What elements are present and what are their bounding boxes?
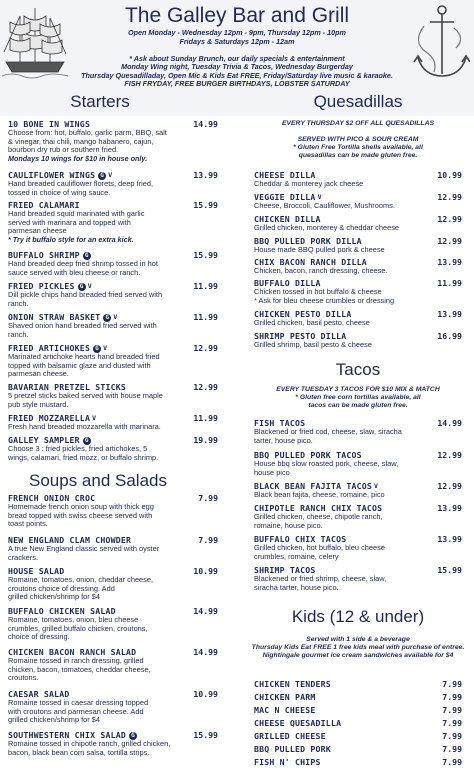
item-desc bbox=[254, 267, 462, 276]
promo-line: FISH FRYDAY, FREE BURGER BIRTHDAYS, LOBSTER SATURDAY bbox=[124, 79, 350, 89]
desc-line: crumbles, grilled buffalo chicken, croutons, bbox=[8, 623, 148, 633]
item-price: 19.99 bbox=[193, 435, 218, 445]
item-price: 12.99 bbox=[193, 343, 218, 353]
item-name-text: BLACK BEAN FAJITA TACOS bbox=[254, 481, 372, 491]
desc-line: tossed in choice of wing sauce. bbox=[8, 187, 111, 197]
menu-item bbox=[8, 689, 218, 725]
item-price: 15.99 bbox=[193, 200, 218, 210]
desc-line: bourbon dry rub or southern fried. bbox=[8, 145, 119, 155]
desc-line: tarter, house pico. bbox=[254, 435, 313, 445]
desc-line: Grilled chicken, monterey & cheddar cheese bbox=[254, 223, 400, 232]
item-desc bbox=[8, 180, 218, 197]
desc-line: Romaine, tomatoes, onion, bleu cheese bbox=[8, 615, 139, 624]
item-desc bbox=[8, 616, 218, 642]
item-name: CHICKEN TENDERS bbox=[254, 679, 331, 689]
item-desc bbox=[254, 341, 462, 350]
menu-item bbox=[254, 744, 462, 754]
item-name: SHRIMP TACOS bbox=[254, 565, 316, 575]
item-name: BAVARIAN PRETZEL STICKS bbox=[8, 382, 126, 392]
item-price: 14.99 bbox=[437, 418, 462, 428]
menu-item bbox=[8, 647, 218, 683]
item-price: 15.99 bbox=[437, 565, 462, 575]
desc-line: A true New England classic served with oyster bbox=[8, 544, 160, 553]
desc-line: with croutons and parmesan cheese. Add bbox=[8, 706, 144, 716]
item-desc bbox=[8, 657, 218, 683]
desc-line: bacon, black bean corn salsa, tortilla strips. bbox=[8, 747, 150, 757]
menu-item bbox=[8, 566, 218, 602]
item-price: 11.99 bbox=[193, 312, 218, 322]
item-name: BUFFALO CHIX TACOS bbox=[254, 534, 347, 544]
item-price: 12.99 bbox=[437, 236, 462, 246]
item-name: HOUSE SALAD bbox=[8, 566, 65, 576]
vegetarian-icon: V bbox=[108, 171, 113, 179]
promo-line: Thursday Quesadilladay, Open Mic & Kids Eat FREE, Friday/Saturday live music & karaoke. bbox=[81, 70, 393, 80]
menu-item bbox=[8, 200, 218, 244]
item-desc bbox=[254, 513, 462, 530]
desc-line: wings, calamari, fried mozz, or buffalo shrimp. bbox=[8, 452, 159, 462]
menu-item bbox=[8, 312, 218, 339]
item-desc bbox=[254, 460, 462, 477]
item-name: CHIPOTLE RANCH CHIX TACOS bbox=[254, 503, 383, 513]
desc-line: romaine, house pico. bbox=[254, 520, 323, 530]
vegetarian-icon: V bbox=[373, 482, 379, 490]
item-name-text: BUFFALO SHRIMP bbox=[8, 250, 80, 260]
item-name-text: FRIED MOZZARELLA bbox=[8, 413, 91, 423]
menu-item bbox=[8, 606, 218, 642]
menu-item bbox=[8, 493, 218, 529]
right-column bbox=[251, 0, 465, 783]
quesadilla-gluten-note: * Gluten Free Tortilla shells available, all bbox=[293, 144, 423, 151]
gluten-free-icon: G bbox=[83, 437, 91, 445]
menu-item bbox=[8, 343, 218, 379]
desc-line: served with marinara and topped with bbox=[8, 217, 131, 227]
item-desc bbox=[254, 428, 462, 445]
item-name: SHRIMP PESTO DILLA bbox=[254, 331, 347, 341]
item-name-text: CAULIFLOWER WINGS bbox=[8, 170, 96, 180]
kids-note: Served with 1 side & a beverage bbox=[306, 636, 410, 643]
menu-item bbox=[8, 413, 218, 432]
promo-line: * Ask about Sunday Brunch, our daily specials & entertainment bbox=[129, 54, 345, 63]
menu-item bbox=[8, 170, 218, 197]
item-desc bbox=[8, 545, 218, 562]
item-price: 11.99 bbox=[193, 281, 218, 291]
quesadilla-promo: EVERY THURSDAY $2 OFF ALL QUESADILLAS bbox=[281, 120, 435, 127]
item-price: 13.99 bbox=[437, 503, 462, 513]
item-price: 10.99 bbox=[193, 566, 218, 576]
desc-line: choice of dressing. bbox=[8, 632, 70, 642]
item-desc bbox=[8, 129, 218, 155]
desc-line: 5 pretzel sticks baked served with house maple bbox=[8, 391, 163, 400]
item-price: 7.99 bbox=[442, 757, 462, 767]
item-price: 13.99 bbox=[193, 170, 218, 180]
menu-item bbox=[8, 535, 218, 562]
item-name-text: FRIED PICKLES bbox=[8, 281, 75, 291]
quesadillas-title: Quesadillas bbox=[313, 92, 403, 111]
desc-line: Hand breaded deep fried shrimp tossed in hot bbox=[8, 259, 158, 268]
menu-item bbox=[254, 757, 462, 767]
starters-title: Starters bbox=[70, 92, 130, 111]
item-name-text: GALLEY SAMPLER bbox=[8, 435, 80, 445]
item-price: 14.99 bbox=[193, 119, 218, 129]
desc-line: Grilled chicken, cheese, chipotle ranch, bbox=[254, 512, 383, 521]
item-desc bbox=[8, 423, 218, 432]
item-desc bbox=[254, 288, 462, 305]
desc-line: Cheese, Broccoli, Cauliflower, Mushrooms. bbox=[254, 201, 395, 210]
vegetarian-icon: V bbox=[103, 344, 108, 352]
hours-line: Open Monday - Wednesday 12pm - 9pm, Thursday 12pm - 10pm bbox=[128, 28, 346, 37]
desc-line: Marinated artichoke hearts hand breaded fried bbox=[8, 352, 160, 361]
desc-line: parmesan cheese. bbox=[8, 369, 69, 379]
desc-line: Grilled shrimp, basil pesto & cheese bbox=[254, 340, 372, 349]
item-name: FRIED CALAMARI bbox=[8, 200, 80, 210]
menu-item bbox=[254, 503, 462, 530]
item-name: CHEESE DILLA bbox=[254, 170, 316, 180]
menu-item bbox=[254, 679, 462, 689]
item-price: 12.99 bbox=[437, 192, 462, 202]
item-name: CHEESE QUESADILLA bbox=[254, 718, 342, 728]
item-price: 15.99 bbox=[193, 250, 218, 260]
item-price: 7.99 bbox=[198, 493, 218, 503]
desc-line: Blackened or fried shrimp, cheese, slaw, bbox=[254, 574, 387, 583]
item-name: CHIX BACON RANCH DILLA bbox=[254, 257, 367, 267]
desc-line: House bbq slow roasted pork, cheese, slaw, bbox=[254, 459, 399, 468]
desc-line: Dill pickle chips hand breaded fried served with bbox=[8, 290, 163, 299]
gluten-free-icon: G bbox=[129, 732, 137, 740]
desc-line: Hand breaded squid marinated with garlic bbox=[8, 209, 145, 218]
menu-item bbox=[254, 331, 462, 350]
item-name: BUFFALO CHICKEN SALAD bbox=[8, 606, 116, 616]
item-desc bbox=[8, 576, 218, 602]
restaurant-title: The Galley Bar and Grill bbox=[124, 4, 350, 27]
item-price: 7.99 bbox=[442, 705, 462, 715]
item-desc bbox=[8, 322, 218, 339]
item-name: FISH N' CHIPS bbox=[254, 757, 321, 767]
item-note: * Try it buffalo style for an extra kick. bbox=[8, 234, 134, 244]
desc-line: toast points. bbox=[8, 519, 48, 529]
item-name: CHICKEN DILLA bbox=[254, 214, 321, 224]
desc-line: Romaine, tomatoes, onion, cheddar cheese, bbox=[8, 575, 154, 584]
desc-line: Black bean fajita, cheese, romaine, pico bbox=[254, 490, 385, 499]
item-desc bbox=[8, 353, 218, 379]
item-price: 15.99 bbox=[193, 730, 218, 740]
desc-line: grilled chicken/shrimp for $4 bbox=[8, 592, 101, 602]
item-desc bbox=[8, 291, 218, 308]
menu-item bbox=[254, 418, 462, 445]
item-name: BBQ PULLED PORK DILLA bbox=[254, 236, 362, 246]
desc-line: House made BBQ pulled pork & cheese bbox=[254, 245, 385, 254]
desc-line: Blackened or fried cod, cheese, slaw, siracha bbox=[254, 427, 402, 436]
item-desc bbox=[254, 319, 462, 328]
item-note: Mondays 10 wings for $10 in house only. bbox=[8, 153, 148, 163]
kids-note: Nightingale gourmet ice cream sandwiches available for $4 bbox=[262, 652, 454, 659]
desc-line: sauce served with bleu cheese or ranch. bbox=[8, 267, 141, 277]
vegetarian-icon: V bbox=[113, 313, 118, 321]
gluten-free-icon: G bbox=[98, 172, 106, 180]
menu-item bbox=[8, 382, 218, 409]
desc-line: Fresh hand breaded mozzarella with marinara. bbox=[8, 422, 161, 431]
desc-line: Grilled chicken, basil pesto, cheese bbox=[254, 318, 370, 327]
gluten-free-icon: G bbox=[83, 252, 91, 260]
item-price: 12.99 bbox=[437, 450, 462, 460]
desc-line: Chicken, bacon, ranch dressing, cheese. bbox=[254, 266, 388, 275]
item-name-text: ONION STRAW BASKET bbox=[8, 312, 101, 322]
item-name: BBQ PULLED PORK TACOS bbox=[254, 450, 362, 460]
kids-note: Thursday Kids Eat FREE 1 free kids meal with purchase of entree. bbox=[251, 644, 465, 651]
item-desc bbox=[8, 210, 218, 236]
menu-item bbox=[254, 236, 462, 255]
menu-item bbox=[254, 731, 462, 741]
item-name-text: SOUTHWESTERN CHIX SALAD bbox=[8, 730, 126, 740]
item-price: 12.99 bbox=[437, 481, 462, 491]
tacos-promo: EVERY TUESDAY 3 TACOS FOR $10 MIX & MATCH bbox=[276, 386, 440, 393]
item-name: 10 BONE IN WINGS bbox=[8, 119, 91, 129]
item-desc bbox=[8, 445, 218, 462]
item-desc bbox=[254, 180, 462, 189]
menu-item bbox=[8, 435, 218, 462]
desc-line: crumbles, romaine, celery bbox=[254, 551, 339, 561]
desc-line: grilled chicken/shrimp for $4 bbox=[8, 715, 101, 725]
item-name: BBQ PULLED PORK bbox=[254, 744, 331, 754]
gluten-free-icon: G bbox=[103, 314, 111, 322]
vegetarian-icon: V bbox=[317, 193, 322, 201]
item-name: NEW ENGLAND CLAM CHOWDER bbox=[8, 535, 132, 545]
menu-item bbox=[8, 250, 218, 277]
gluten-free-icon: G bbox=[93, 345, 101, 353]
left-column bbox=[8, 0, 218, 783]
desc-line: pub style mustard. bbox=[8, 399, 69, 409]
item-price: 13.99 bbox=[437, 534, 462, 544]
menu-item bbox=[254, 278, 462, 305]
item-desc bbox=[254, 246, 462, 255]
item-price: 7.99 bbox=[442, 731, 462, 741]
item-desc bbox=[8, 740, 218, 757]
item-desc bbox=[254, 491, 462, 500]
quesadilla-served: SERVED WITH PICO & SOUR CREAM bbox=[297, 136, 419, 143]
item-price: 11.99 bbox=[437, 278, 462, 288]
item-name: FISH TACOS bbox=[254, 418, 306, 428]
kids-title: Kids (12 & under) bbox=[291, 607, 425, 626]
item-name: CAESAR SALAD bbox=[8, 689, 70, 699]
item-price: 16.99 bbox=[437, 331, 462, 341]
desc-line: Homemade french onion soup with thick egg bbox=[8, 502, 154, 511]
desc-line: Romaine tossed in ranch dressing, grilled bbox=[8, 656, 144, 665]
item-desc bbox=[8, 260, 218, 277]
desc-line: Choose 3 : fried pickles, fried artichokes, 5 bbox=[8, 444, 148, 453]
menu-item bbox=[254, 565, 462, 592]
menu-item bbox=[254, 214, 462, 233]
promo-line: Monday Wing night, Tuesday Trivia & Tacos, Wednesday Burgerday bbox=[121, 62, 353, 72]
item-desc bbox=[254, 202, 462, 211]
item-price: 12.99 bbox=[437, 214, 462, 224]
quesadilla-gluten-note: quesadillas can be made gluten free. bbox=[298, 152, 418, 159]
item-price: 12.99 bbox=[193, 382, 218, 392]
menu-item bbox=[254, 309, 462, 328]
menu-item bbox=[254, 692, 462, 702]
soups-salads-title: Soups and Salads bbox=[29, 471, 167, 490]
desc-line: siracha tarter, house pico. bbox=[254, 582, 339, 592]
tacos-gluten-note: * Gluten free corn tortillas available, all bbox=[295, 394, 421, 401]
desc-line: & vinegar, thai chili, mango habanero, cajun, bbox=[8, 136, 154, 146]
desc-line: Hand breaded cauliflower florets, deep fried, bbox=[8, 179, 154, 188]
desc-line: topped with balsamic glaze and dusted with bbox=[8, 360, 151, 370]
desc-line: Cheddar & monterey jack cheese bbox=[254, 179, 364, 188]
item-desc bbox=[254, 544, 462, 561]
item-price: 7.99 bbox=[442, 718, 462, 728]
item-name: CHICKEN PESTO DILLA bbox=[254, 309, 352, 319]
tacos-gluten-note: tacos can be made gluten free. bbox=[308, 402, 408, 409]
item-name: MAC N CHEESE bbox=[254, 705, 316, 715]
desc-line: ranch. bbox=[8, 298, 29, 308]
item-name-text: FRIED ARTICHOKES bbox=[8, 343, 91, 353]
item-price: 14.99 bbox=[193, 606, 218, 616]
desc-line: bread topped with swiss cheese served with bbox=[8, 510, 153, 520]
item-price: 13.99 bbox=[437, 257, 462, 267]
desc-line: Choose from: hot, buffalo, garlic parm, BBQ, salt bbox=[8, 128, 167, 137]
desc-line: * Ask for bleu cheese crumbles or dressing bbox=[254, 295, 395, 305]
item-name: CHICKEN PARM bbox=[254, 692, 316, 702]
item-price: 13.99 bbox=[437, 309, 462, 319]
menu-item bbox=[8, 119, 218, 163]
desc-line: crackers. bbox=[8, 552, 38, 562]
item-desc bbox=[254, 224, 462, 233]
item-name: FRENCH ONION CROC bbox=[8, 493, 96, 503]
item-price: 7.99 bbox=[442, 679, 462, 689]
menu-item bbox=[8, 730, 218, 757]
desc-line: ranch. bbox=[8, 329, 29, 339]
menu-item bbox=[254, 481, 462, 500]
item-name: CHICKEN BACON RANCH SALAD bbox=[8, 647, 137, 657]
desc-line: croutons. bbox=[8, 673, 39, 683]
vegetarian-icon: V bbox=[92, 414, 97, 422]
item-price: 14.99 bbox=[193, 647, 218, 657]
menu-item bbox=[254, 257, 462, 276]
hours-line: Fridays & Saturdays 12pm - 12am bbox=[179, 36, 295, 46]
menu-item bbox=[254, 705, 462, 715]
item-price: 10.99 bbox=[193, 689, 218, 699]
item-price: 11.99 bbox=[193, 413, 218, 423]
tacos-title: Tacos bbox=[335, 360, 381, 379]
item-name: BUFFALO DILLA bbox=[254, 278, 321, 288]
item-price: 10.99 bbox=[437, 170, 462, 180]
menu-item bbox=[254, 534, 462, 561]
desc-line: chicken, bacon, tomatoes, cheddar cheese, bbox=[8, 664, 151, 674]
vegetarian-icon: V bbox=[87, 282, 92, 290]
item-name-text: VEGGIE DILLA bbox=[254, 192, 316, 202]
desc-line: Grilled chicken, hot buffalo, bleu cheese bbox=[254, 543, 385, 552]
item-desc bbox=[254, 575, 462, 592]
desc-line: croutons choice of dressing. Add bbox=[8, 583, 115, 593]
desc-line: Romaine tossed in caesar dressing topped bbox=[8, 698, 149, 707]
item-desc bbox=[8, 503, 218, 529]
item-price: 7.99 bbox=[198, 535, 218, 545]
desc-line: parmesan cheese bbox=[8, 226, 67, 236]
gluten-free-icon: G bbox=[78, 283, 86, 291]
desc-line: Romaine tossed in chipotle ranch, grilled chicken, bbox=[8, 739, 171, 748]
desc-line: Chicken tossed in hot buffalo & cheese bbox=[254, 287, 382, 296]
menu-item bbox=[254, 170, 462, 189]
desc-line: Shaved onion hand breaded fried served with bbox=[8, 321, 157, 330]
menu-item bbox=[254, 450, 462, 477]
menu-item bbox=[254, 192, 462, 211]
item-desc bbox=[8, 699, 218, 725]
item-desc bbox=[8, 392, 218, 409]
menu-item bbox=[8, 281, 218, 308]
item-name: GRILLED CHEESE bbox=[254, 731, 326, 741]
desc-line: house pico bbox=[254, 467, 290, 477]
item-price: 7.99 bbox=[442, 692, 462, 702]
item-price: 7.99 bbox=[442, 744, 462, 754]
menu-item bbox=[254, 718, 462, 728]
